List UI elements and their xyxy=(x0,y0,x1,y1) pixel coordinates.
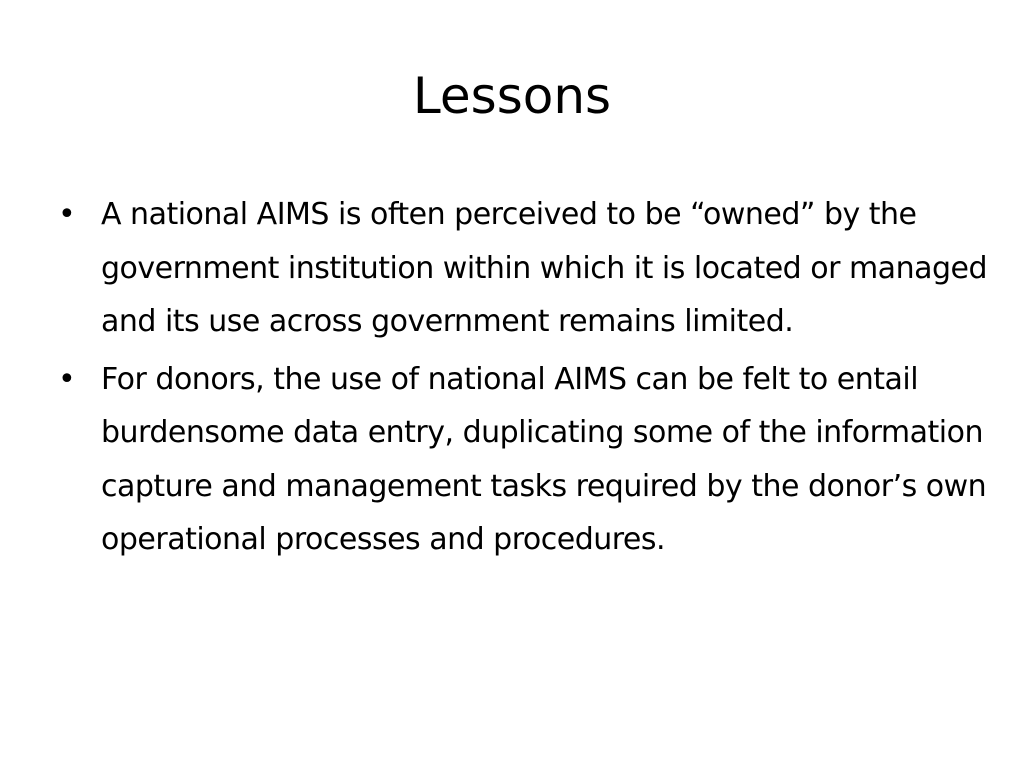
bullet-icon: • xyxy=(58,361,76,397)
bullet-text: For donors, the use of national AIMS can be felt to entail burdensome data entry, duplicating some of the information capture and management tasks required by the donor’s own operational processes and procedures. xyxy=(101,361,987,557)
bullet-text: A national AIMS is often perceived to be “owned” by the government institution within which it is located or managed and its use across government remains limited. xyxy=(101,197,988,339)
bullet-item xyxy=(58,353,988,567)
bullet-icon: • xyxy=(58,197,76,232)
bullet-item xyxy=(58,188,988,349)
slide-title: Lessons xyxy=(412,67,612,125)
bullet-list xyxy=(58,188,988,571)
